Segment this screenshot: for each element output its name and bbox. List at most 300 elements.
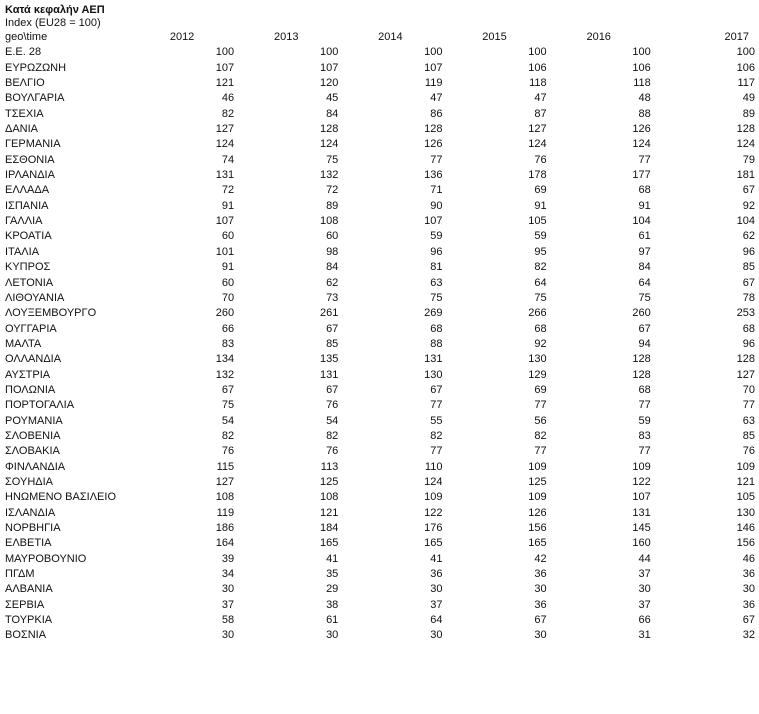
index-value-cell: 37 <box>638 568 651 581</box>
index-value-cell: 95 <box>534 245 547 258</box>
country-label: ΜΑΛΤΑ <box>5 337 42 350</box>
index-value-cell: 49 <box>742 92 755 105</box>
index-value-cell: 82 <box>534 429 547 442</box>
index-value-cell: 74 <box>221 153 235 166</box>
index-value-cell: 37 <box>430 598 443 611</box>
index-value-cell: 82 <box>221 107 235 120</box>
year-header: 2016 <box>586 31 611 43</box>
country-label: ΙΡΛΑΝΔΙΑ <box>5 169 55 182</box>
index-value-cell: 47 <box>534 92 547 105</box>
table-row <box>5 567 755 582</box>
index-value-cell: 73 <box>326 291 339 304</box>
index-value-cell: 75 <box>638 291 651 304</box>
country-label: ΕΛΛΑΔΑ <box>5 184 50 197</box>
header-row <box>5 30 755 45</box>
index-value-cell: 82 <box>221 429 235 442</box>
year-header: 2012 <box>169 31 195 43</box>
index-value-cell: 30 <box>534 583 547 596</box>
country-label: ΟΥΓΓΑΡΙΑ <box>5 322 57 335</box>
index-value-cell: 36 <box>534 568 547 581</box>
index-value-cell: 60 <box>326 230 339 243</box>
gdp-index-table <box>5 30 755 644</box>
country-label: ΒΟΣΝΙΑ <box>5 629 47 642</box>
country-label: ΛΕΤΟΝΙΑ <box>5 276 54 289</box>
index-value-cell: 126 <box>632 123 651 136</box>
table-row <box>5 352 755 367</box>
index-value-cell: 106 <box>528 61 547 74</box>
index-value-cell: 134 <box>215 353 235 366</box>
index-value-cell: 30 <box>742 583 755 596</box>
index-value-cell: 261 <box>319 307 339 320</box>
index-value-cell: 132 <box>319 169 339 182</box>
index-value-cell: 131 <box>424 353 443 366</box>
table-row <box>5 598 755 613</box>
country-label: ΓΑΛΛΙΑ <box>5 215 43 228</box>
index-value-cell: 125 <box>528 475 547 488</box>
index-value-cell: 253 <box>736 307 755 320</box>
index-value-cell: 109 <box>528 460 547 473</box>
index-value-cell: 124 <box>736 138 755 151</box>
table-row <box>5 613 755 628</box>
country-label: ΣΕΡΒΙΑ <box>5 598 45 611</box>
index-value-cell: 146 <box>736 522 755 534</box>
index-value-cell: 44 <box>638 552 651 565</box>
index-value-cell: 121 <box>319 506 339 519</box>
index-value-cell: 70 <box>221 291 235 304</box>
table-row <box>5 475 755 490</box>
table-row <box>5 521 755 536</box>
index-value-cell: 87 <box>534 107 547 120</box>
table-row <box>5 214 755 229</box>
index-value-cell: 269 <box>424 307 443 320</box>
index-value-cell: 107 <box>424 61 443 74</box>
index-value-cell: 59 <box>638 414 651 427</box>
index-value-cell: 85 <box>742 261 755 274</box>
index-value-cell: 68 <box>742 322 755 335</box>
index-value-cell: 77 <box>430 445 443 458</box>
table-row <box>5 45 755 60</box>
index-value-cell: 30 <box>534 629 547 642</box>
index-value-cell: 104 <box>736 215 755 228</box>
index-value-cell: 98 <box>326 245 339 258</box>
index-value-cell: 177 <box>632 169 651 182</box>
country-label: ΑΛΒΑΝΙΑ <box>5 583 53 596</box>
index-value-cell: 70 <box>742 383 755 396</box>
index-value-cell: 156 <box>528 522 547 534</box>
index-value-cell: 77 <box>534 399 547 412</box>
index-value-cell: 68 <box>638 184 651 197</box>
index-value-cell: 30 <box>326 629 339 642</box>
table-row <box>5 628 755 643</box>
index-value-cell: 30 <box>221 629 235 642</box>
index-value-cell: 107 <box>215 61 235 74</box>
index-value-cell: 96 <box>430 245 443 258</box>
index-value-cell: 100 <box>528 46 547 59</box>
index-value-cell: 84 <box>638 261 651 274</box>
index-value-cell: 34 <box>221 568 235 581</box>
country-label: ΤΣΕΧΙΑ <box>5 107 44 120</box>
index-value-cell: 63 <box>742 414 755 427</box>
index-value-cell: 68 <box>430 322 443 335</box>
index-value-cell: 30 <box>638 583 651 596</box>
index-value-cell: 64 <box>430 614 443 627</box>
year-header: 2013 <box>273 31 299 43</box>
index-value-cell: 76 <box>221 445 235 458</box>
index-value-cell: 127 <box>528 123 547 136</box>
table-row <box>5 337 755 352</box>
index-value-cell: 47 <box>430 92 443 105</box>
index-value-cell: 122 <box>424 506 443 519</box>
country-label: ΝΟΡΒΗΓΙΑ <box>5 522 61 534</box>
index-value-cell: 125 <box>319 475 339 488</box>
index-value-cell: 156 <box>736 537 755 550</box>
index-value-cell: 76 <box>326 399 339 412</box>
country-label: ΒΕΛΓΙΟ <box>5 77 45 90</box>
index-value-cell: 124 <box>528 138 547 151</box>
table-row <box>5 276 755 291</box>
index-value-cell: 82 <box>534 261 547 274</box>
index-value-cell: 129 <box>528 368 547 381</box>
geo-time-header: geo\time <box>5 31 48 43</box>
index-value-cell: 41 <box>430 552 443 565</box>
index-value-cell: 126 <box>424 138 443 151</box>
table-header <box>5 30 755 45</box>
index-value-cell: 120 <box>319 77 339 90</box>
index-value-cell: 75 <box>430 291 443 304</box>
index-value-cell: 75 <box>326 153 339 166</box>
index-value-cell: 100 <box>424 46 443 59</box>
index-value-cell: 113 <box>320 460 339 473</box>
table-row <box>5 91 755 106</box>
index-value-cell: 67 <box>534 614 547 627</box>
table-row <box>5 368 755 383</box>
index-value-cell: 82 <box>326 429 339 442</box>
index-value-cell: 178 <box>528 169 547 182</box>
index-value-cell: 77 <box>638 399 651 412</box>
table-row <box>5 444 755 459</box>
index-value-cell: 68 <box>638 383 651 396</box>
index-value-cell: 55 <box>430 414 443 427</box>
country-label: ΕΣΘΟΝΙΑ <box>5 153 55 166</box>
index-value-cell: 160 <box>632 537 651 550</box>
index-value-cell: 84 <box>326 261 339 274</box>
index-value-cell: 91 <box>534 199 547 212</box>
index-value-cell: 83 <box>638 429 651 442</box>
index-value-cell: 39 <box>221 552 235 565</box>
index-value-cell: 260 <box>632 307 651 320</box>
index-value-cell: 64 <box>534 276 547 289</box>
table-row <box>5 61 755 76</box>
index-value-cell: 186 <box>215 522 235 534</box>
index-value-cell: 36 <box>430 568 443 581</box>
index-value-cell: 128 <box>632 353 651 366</box>
index-value-cell: 67 <box>326 383 339 396</box>
index-value-cell: 30 <box>430 629 443 642</box>
country-label: ΠΟΡΤΟΓΑΛΙΑ <box>5 399 75 412</box>
index-value-cell: 128 <box>319 123 339 136</box>
index-value-cell: 75 <box>534 291 547 304</box>
index-value-cell: 42 <box>534 552 547 565</box>
index-value-cell: 77 <box>534 445 547 458</box>
table-row <box>5 306 755 321</box>
index-value-cell: 124 <box>319 138 339 151</box>
index-value-cell: 60 <box>221 276 235 289</box>
index-value-cell: 96 <box>742 337 755 350</box>
index-value-cell: 54 <box>326 414 339 427</box>
index-value-cell: 30 <box>221 583 235 596</box>
index-value-cell: 130 <box>528 353 547 366</box>
country-label: ΙΣΛΑΝΔΙΑ <box>5 506 56 519</box>
index-value-cell: 130 <box>736 506 755 519</box>
index-value-cell: 61 <box>326 614 339 627</box>
index-value-cell: 89 <box>326 199 339 212</box>
index-value-cell: 86 <box>430 107 443 120</box>
index-value-cell: 184 <box>319 522 339 534</box>
country-label: ΒΟΥΛΓΑΡΙΑ <box>5 92 65 105</box>
index-value-cell: 75 <box>221 399 235 412</box>
table-row <box>5 168 755 183</box>
index-value-cell: 131 <box>215 169 235 182</box>
index-value-cell: 176 <box>424 522 443 534</box>
table-row <box>5 536 755 551</box>
country-label: ΛΟΥΞΕΜΒΟΥΡΓΟ <box>5 307 97 320</box>
index-value-cell: 132 <box>215 368 235 381</box>
index-value-cell: 181 <box>736 169 755 182</box>
index-value-cell: 108 <box>319 215 339 228</box>
index-value-cell: 127 <box>736 368 755 381</box>
year-header: 2015 <box>482 31 507 43</box>
index-value-cell: 91 <box>221 261 235 274</box>
index-value-cell: 165 <box>424 537 443 550</box>
index-value-cell: 37 <box>638 598 651 611</box>
index-value-cell: 67 <box>430 383 443 396</box>
index-value-cell: 165 <box>319 537 339 550</box>
table-row <box>5 229 755 244</box>
index-value-cell: 89 <box>742 107 755 120</box>
index-value-cell: 107 <box>215 215 235 228</box>
table-subtitle: Index (EU28 = 100) <box>5 17 101 29</box>
index-value-cell: 58 <box>221 614 235 627</box>
country-label: ΣΛΟΒΑΚΙΑ <box>5 445 60 458</box>
index-value-cell: 131 <box>632 506 651 519</box>
index-value-cell: 77 <box>638 153 651 166</box>
index-value-cell: 100 <box>632 46 651 59</box>
index-value-cell: 62 <box>326 276 339 289</box>
index-value-cell: 31 <box>638 629 651 642</box>
index-value-cell: 66 <box>221 322 235 335</box>
index-value-cell: 54 <box>221 414 235 427</box>
index-value-cell: 32 <box>742 629 755 642</box>
index-value-cell: 36 <box>742 568 755 581</box>
country-label: ΕΛΒΕΤΙΑ <box>5 537 52 550</box>
index-value-cell: 128 <box>424 123 443 136</box>
index-value-cell: 76 <box>534 153 547 166</box>
index-value-cell: 127 <box>215 475 235 488</box>
country-label: ΔΑΝΙΑ <box>5 123 39 136</box>
index-value-cell: 77 <box>430 153 443 166</box>
index-value-cell: 106 <box>736 61 755 74</box>
index-value-cell: 128 <box>736 123 755 136</box>
index-value-cell: 135 <box>319 353 339 366</box>
country-label: ΚΥΠΡΟΣ <box>5 261 51 274</box>
country-label: ΡΟΥΜΑΝΙΑ <box>5 414 63 427</box>
country-label: ΑΥΣΤΡΙΑ <box>5 368 51 381</box>
index-value-cell: 62 <box>742 230 755 243</box>
index-value-cell: 91 <box>221 199 235 212</box>
index-value-cell: 67 <box>221 383 235 396</box>
index-value-cell: 56 <box>534 414 547 427</box>
index-value-cell: 30 <box>430 583 443 596</box>
country-label: ΜΑΥΡΟΒΟΥΝΙΟ <box>5 552 87 565</box>
table-row <box>5 137 755 152</box>
index-value-cell: 68 <box>534 322 547 335</box>
index-value-cell: 76 <box>742 445 755 458</box>
index-value-cell: 165 <box>528 537 547 550</box>
index-value-cell: 107 <box>424 215 443 228</box>
index-value-cell: 82 <box>430 429 443 442</box>
index-value-cell: 83 <box>221 337 235 350</box>
index-value-cell: 119 <box>216 506 235 519</box>
table-row <box>5 582 755 597</box>
table-row <box>5 414 755 429</box>
index-value-cell: 106 <box>632 61 651 74</box>
country-label: ΓΕΡΜΑΝΙΑ <box>5 138 61 151</box>
year-header: 2014 <box>378 31 403 43</box>
index-value-cell: 109 <box>424 491 443 504</box>
year-header: 2017 <box>724 31 749 43</box>
table-row <box>5 322 755 337</box>
country-label: ΣΟΥΗΔΙΑ <box>5 475 54 488</box>
table-row <box>5 506 755 521</box>
country-label: ΛΙΘΟΥΑΝΙΑ <box>5 291 65 304</box>
country-label: ΚΡΟΑΤΙΑ <box>5 230 52 243</box>
index-value-cell: 67 <box>326 322 339 335</box>
index-value-cell: 72 <box>326 184 339 197</box>
table-row <box>5 383 755 398</box>
index-value-cell: 109 <box>632 460 651 473</box>
index-value-cell: 60 <box>221 230 235 243</box>
index-value-cell: 124 <box>632 138 651 151</box>
index-value-cell: 37 <box>221 598 235 611</box>
index-value-cell: 97 <box>638 245 651 258</box>
index-value-cell: 164 <box>215 537 235 550</box>
index-value-cell: 41 <box>326 552 339 565</box>
index-value-cell: 260 <box>215 307 235 320</box>
table-row <box>5 245 755 260</box>
index-value-cell: 92 <box>742 199 755 212</box>
index-value-cell: 145 <box>632 522 651 534</box>
index-value-cell: 109 <box>528 491 547 504</box>
index-value-cell: 128 <box>632 368 651 381</box>
table-row <box>5 107 755 122</box>
index-value-cell: 115 <box>216 460 235 473</box>
country-label: ΟΛΛΑΝΔΙΑ <box>5 353 62 366</box>
index-value-cell: 64 <box>638 276 651 289</box>
index-value-cell: 107 <box>632 491 651 504</box>
index-value-cell: 46 <box>221 92 235 105</box>
index-value-cell: 46 <box>742 552 755 565</box>
index-value-cell: 127 <box>215 123 235 136</box>
index-value-cell: 78 <box>742 291 755 304</box>
index-value-cell: 79 <box>742 153 755 166</box>
table-row <box>5 122 755 137</box>
index-value-cell: 76 <box>326 445 339 458</box>
country-label: ΣΛΟΒΕΝΙΑ <box>5 429 61 442</box>
gdp-per-capita-document <box>5 4 755 644</box>
index-value-cell: 118 <box>529 77 547 90</box>
index-value-cell: 119 <box>424 77 443 90</box>
table-row <box>5 460 755 475</box>
index-value-cell: 130 <box>424 368 443 381</box>
index-value-cell: 85 <box>742 429 755 442</box>
country-label: ΗΝΩΜΕΝΟ ΒΑΣΙΛΕΙΟ <box>5 491 116 504</box>
index-value-cell: 67 <box>742 184 755 197</box>
index-value-cell: 105 <box>736 491 755 504</box>
table-row <box>5 260 755 275</box>
country-label: Ε.Ε. 28 <box>5 46 42 59</box>
index-value-cell: 88 <box>638 107 651 120</box>
country-label: ΤΟΥΡΚΙΑ <box>5 614 53 627</box>
index-value-cell: 36 <box>742 598 755 611</box>
country-label: ΠΟΛΩΝΙΑ <box>5 383 56 396</box>
index-value-cell: 85 <box>326 337 339 350</box>
index-value-cell: 124 <box>215 138 235 151</box>
index-value-cell: 131 <box>319 368 339 381</box>
index-value-cell: 100 <box>736 46 755 59</box>
index-value-cell: 45 <box>326 92 339 105</box>
table-row <box>5 183 755 198</box>
index-value-cell: 67 <box>742 276 755 289</box>
table-body <box>5 45 755 643</box>
index-value-cell: 266 <box>528 307 547 320</box>
table-title: Κατά κεφαλήν ΑΕΠ <box>5 4 105 16</box>
index-value-cell: 117 <box>737 77 755 90</box>
index-value-cell: 77 <box>430 399 443 412</box>
index-value-cell: 35 <box>326 568 339 581</box>
index-value-cell: 77 <box>742 399 755 412</box>
index-value-cell: 84 <box>326 107 339 120</box>
index-value-cell: 100 <box>319 46 339 59</box>
index-value-cell: 63 <box>430 276 443 289</box>
index-value-cell: 108 <box>319 491 339 504</box>
index-value-cell: 126 <box>528 506 547 519</box>
index-value-cell: 69 <box>534 383 547 396</box>
index-value-cell: 67 <box>742 614 755 627</box>
index-value-cell: 121 <box>215 77 235 90</box>
country-label: ΕΥΡΩΖΩΝΗ <box>5 61 67 74</box>
index-value-cell: 38 <box>326 598 339 611</box>
index-value-cell: 36 <box>534 598 547 611</box>
index-value-cell: 90 <box>430 199 443 212</box>
index-value-cell: 109 <box>736 460 755 473</box>
country-label: ΙΣΠΑΝΙΑ <box>5 199 49 212</box>
index-value-cell: 92 <box>534 337 547 350</box>
index-value-cell: 88 <box>430 337 443 350</box>
index-value-cell: 96 <box>742 245 755 258</box>
index-value-cell: 118 <box>633 77 651 90</box>
table-row <box>5 153 755 168</box>
country-label: ΙΤΑΛΙΑ <box>5 245 40 258</box>
index-value-cell: 61 <box>638 230 651 243</box>
index-value-cell: 108 <box>215 491 235 504</box>
index-value-cell: 48 <box>638 92 651 105</box>
index-value-cell: 128 <box>736 353 755 366</box>
index-value-cell: 59 <box>430 230 443 243</box>
index-value-cell: 69 <box>534 184 547 197</box>
index-value-cell: 72 <box>221 184 235 197</box>
table-row <box>5 490 755 505</box>
index-value-cell: 59 <box>534 230 547 243</box>
